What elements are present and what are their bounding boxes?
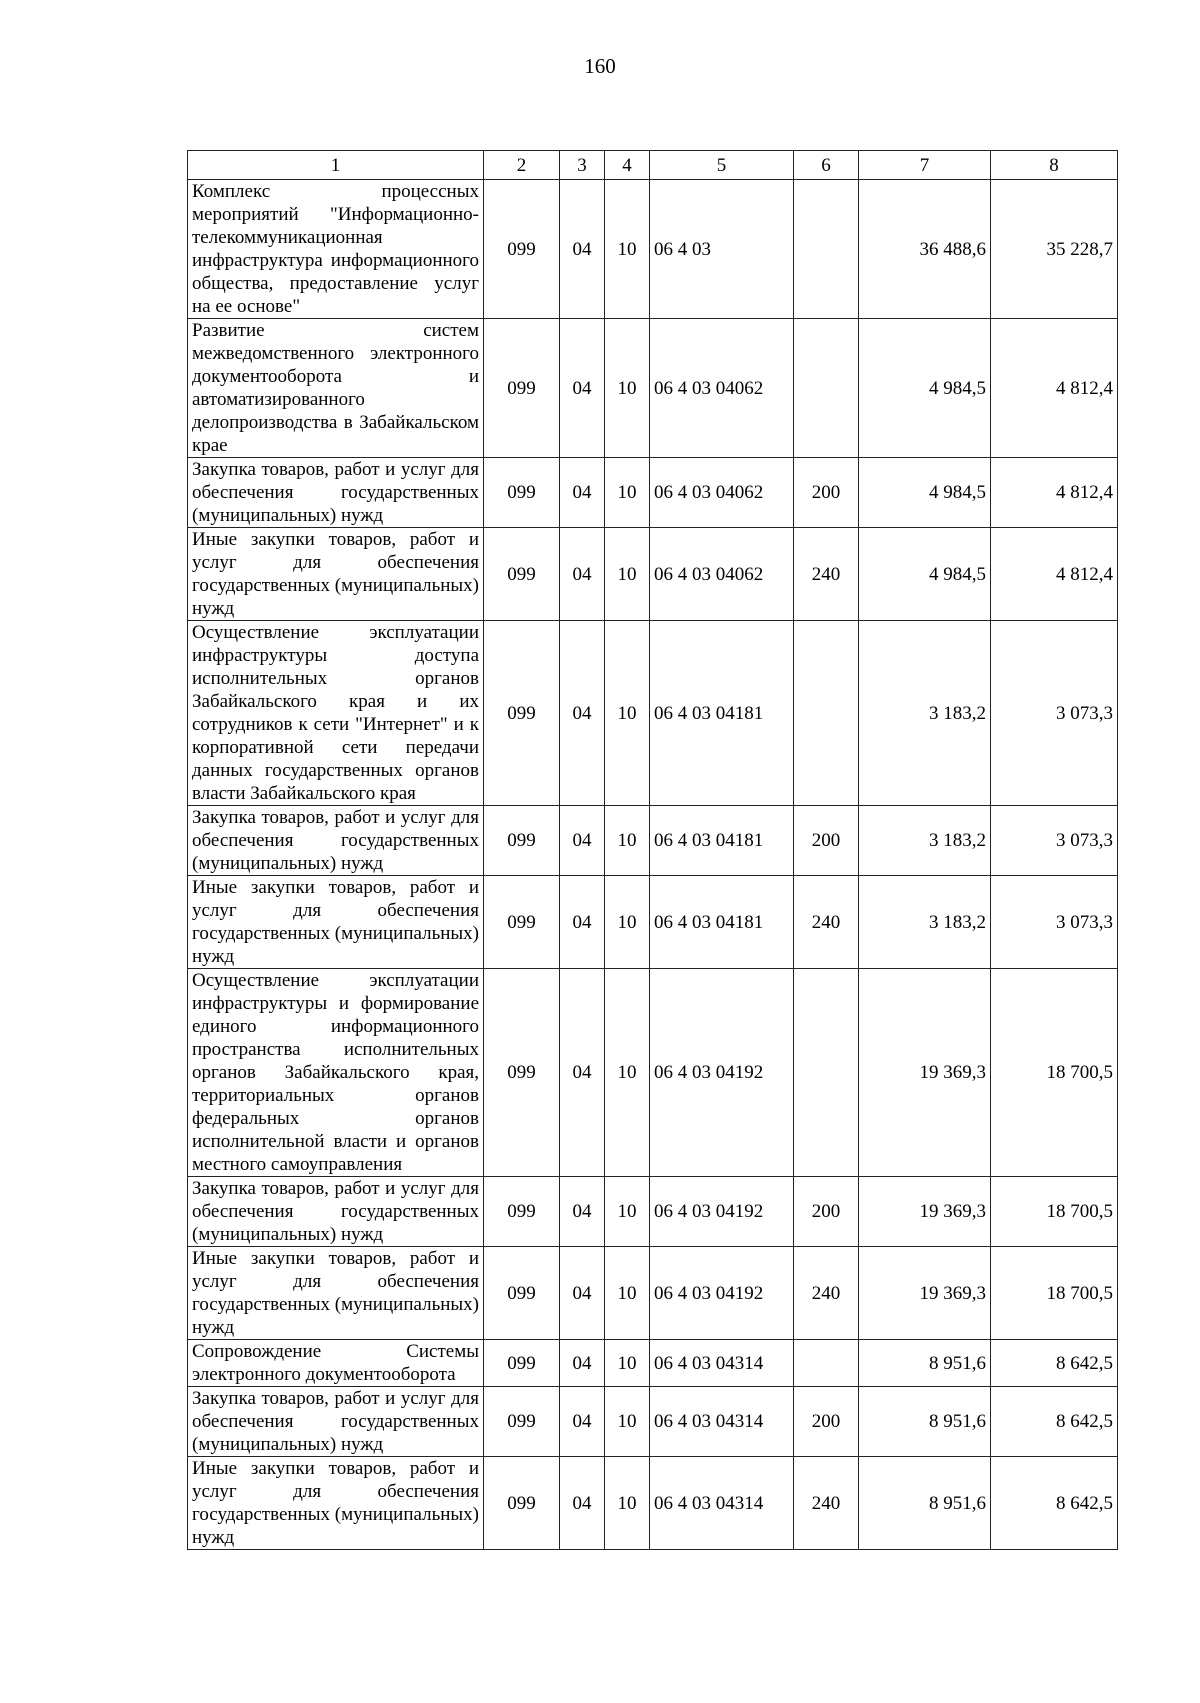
budget-table: [187, 150, 1118, 1550]
table-row: [188, 1247, 1118, 1340]
expense-type-cell: 200: [794, 1387, 859, 1457]
amount-col7-cell: 3 183,2: [859, 806, 991, 876]
grbs-code-cell: 099: [484, 806, 560, 876]
column-header: 1: [188, 151, 484, 180]
expense-type-cell: 240: [794, 1457, 859, 1550]
row-name-cell: Сопровождение Системы электронного документооборота: [188, 1340, 484, 1387]
section-code-cell: 04: [560, 876, 605, 969]
amount-col7-cell: 8 951,6: [859, 1457, 991, 1550]
row-name-cell: Иные закупки товаров, работ и услуг для обеспечения государственных (муниципальных) нужд: [188, 1457, 484, 1550]
subsection-code-cell: 10: [605, 876, 650, 969]
target-article-cell: 06 4 03 04062: [650, 458, 794, 528]
row-name-cell: Закупка товаров, работ и услуг для обеспечения государственных (муниципальных) нужд: [188, 1177, 484, 1247]
row-name-cell: Иные закупки товаров, работ и услуг для обеспечения государственных (муниципальных) нужд: [188, 528, 484, 621]
subsection-code-cell: 10: [605, 1340, 650, 1387]
target-article-cell: 06 4 03 04192: [650, 1177, 794, 1247]
row-name-cell: Осуществление эксплуатации инфраструктуры доступа исполнительных органов Забайкальского края и их сотрудников к сети "Интернет" и к корпоративной сети передачи данных государственных органов власти Забайкальского края: [188, 621, 484, 806]
target-article-cell: 06 4 03 04314: [650, 1457, 794, 1550]
subsection-code-cell: 10: [605, 528, 650, 621]
table-row: [188, 1177, 1118, 1247]
amount-col7-cell: 4 984,5: [859, 528, 991, 621]
amount-col7-cell: 8 951,6: [859, 1387, 991, 1457]
amount-col8-cell: 3 073,3: [991, 621, 1118, 806]
amount-col8-cell: 18 700,5: [991, 1247, 1118, 1340]
amount-col8-cell: 8 642,5: [991, 1457, 1118, 1550]
subsection-code-cell: 10: [605, 1247, 650, 1340]
amount-col7-cell: 3 183,2: [859, 621, 991, 806]
expense-type-cell: [794, 1340, 859, 1387]
target-article-cell: 06 4 03 04062: [650, 319, 794, 458]
subsection-code-cell: 10: [605, 180, 650, 319]
amount-col8-cell: 3 073,3: [991, 876, 1118, 969]
column-header: 7: [859, 151, 991, 180]
grbs-code-cell: 099: [484, 1247, 560, 1340]
target-article-cell: 06 4 03 04314: [650, 1340, 794, 1387]
grbs-code-cell: 099: [484, 1340, 560, 1387]
target-article-cell: 06 4 03 04181: [650, 806, 794, 876]
target-article-cell: 06 4 03 04181: [650, 621, 794, 806]
table-row: [188, 458, 1118, 528]
amount-col7-cell: 19 369,3: [859, 969, 991, 1177]
section-code-cell: 04: [560, 528, 605, 621]
table-row: [188, 1387, 1118, 1457]
grbs-code-cell: 099: [484, 621, 560, 806]
table-row: [188, 621, 1118, 806]
table-row: [188, 1457, 1118, 1550]
target-article-cell: 06 4 03 04192: [650, 1247, 794, 1340]
row-name-cell: Закупка товаров, работ и услуг для обеспечения государственных (муниципальных) нужд: [188, 1387, 484, 1457]
table-row: [188, 528, 1118, 621]
subsection-code-cell: 10: [605, 319, 650, 458]
amount-col7-cell: 8 951,6: [859, 1340, 991, 1387]
amount-col7-cell: 4 984,5: [859, 319, 991, 458]
section-code-cell: 04: [560, 1340, 605, 1387]
target-article-cell: 06 4 03 04314: [650, 1387, 794, 1457]
amount-col7-cell: 4 984,5: [859, 458, 991, 528]
grbs-code-cell: 099: [484, 319, 560, 458]
table-row: [188, 319, 1118, 458]
column-header: 5: [650, 151, 794, 180]
table-row: [188, 1340, 1118, 1387]
page-number: 160: [584, 54, 616, 78]
amount-col8-cell: 4 812,4: [991, 528, 1118, 621]
target-article-cell: 06 4 03: [650, 180, 794, 319]
grbs-code-cell: 099: [484, 969, 560, 1177]
row-name-cell: Закупка товаров, работ и услуг для обеспечения государственных (муниципальных) нужд: [188, 458, 484, 528]
row-name-cell: Закупка товаров, работ и услуг для обеспечения государственных (муниципальных) нужд: [188, 806, 484, 876]
amount-col8-cell: 4 812,4: [991, 458, 1118, 528]
column-header: 4: [605, 151, 650, 180]
section-code-cell: 04: [560, 1387, 605, 1457]
table-row: [188, 876, 1118, 969]
column-header: 8: [991, 151, 1118, 180]
amount-col7-cell: 19 369,3: [859, 1247, 991, 1340]
subsection-code-cell: 10: [605, 1387, 650, 1457]
amount-col7-cell: 3 183,2: [859, 876, 991, 969]
section-code-cell: 04: [560, 621, 605, 806]
table-row: [188, 806, 1118, 876]
row-name-cell: Иные закупки товаров, работ и услуг для обеспечения государственных (муниципальных) нужд: [188, 876, 484, 969]
amount-col8-cell: 8 642,5: [991, 1340, 1118, 1387]
table-row: [188, 969, 1118, 1177]
expense-type-cell: 200: [794, 806, 859, 876]
table-body: [188, 180, 1118, 1550]
row-name-cell: Развитие систем межведомственного электронного документооборота и автоматизированного делопроизводства в Забайкальском крае: [188, 319, 484, 458]
section-code-cell: 04: [560, 319, 605, 458]
column-header: 6: [794, 151, 859, 180]
expense-type-cell: 240: [794, 528, 859, 621]
grbs-code-cell: 099: [484, 1177, 560, 1247]
amount-col8-cell: 4 812,4: [991, 319, 1118, 458]
amount-col8-cell: 18 700,5: [991, 969, 1118, 1177]
grbs-code-cell: 099: [484, 876, 560, 969]
grbs-code-cell: 099: [484, 180, 560, 319]
section-code-cell: 04: [560, 1177, 605, 1247]
expense-type-cell: 240: [794, 1247, 859, 1340]
expense-type-cell: [794, 969, 859, 1177]
grbs-code-cell: 099: [484, 458, 560, 528]
table-row: [188, 180, 1118, 319]
target-article-cell: 06 4 03 04062: [650, 528, 794, 621]
header-row: [188, 151, 1118, 180]
expense-type-cell: 200: [794, 458, 859, 528]
section-code-cell: 04: [560, 806, 605, 876]
row-name-cell: Комплекс процессных мероприятий "Информационно-телекоммуникационная инфраструктура информационного общества, предоставление услуг на ее основе": [188, 180, 484, 319]
amount-col7-cell: 19 369,3: [859, 1177, 991, 1247]
row-name-cell: Иные закупки товаров, работ и услуг для обеспечения государственных (муниципальных) нужд: [188, 1247, 484, 1340]
amount-col8-cell: 8 642,5: [991, 1387, 1118, 1457]
subsection-code-cell: 10: [605, 969, 650, 1177]
target-article-cell: 06 4 03 04181: [650, 876, 794, 969]
subsection-code-cell: 10: [605, 806, 650, 876]
amount-col8-cell: 18 700,5: [991, 1177, 1118, 1247]
expense-type-cell: [794, 319, 859, 458]
grbs-code-cell: 099: [484, 1457, 560, 1550]
subsection-code-cell: 10: [605, 621, 650, 806]
section-code-cell: 04: [560, 1247, 605, 1340]
section-code-cell: 04: [560, 969, 605, 1177]
subsection-code-cell: 10: [605, 1177, 650, 1247]
amount-col7-cell: 36 488,6: [859, 180, 991, 319]
subsection-code-cell: 10: [605, 458, 650, 528]
expense-type-cell: 200: [794, 1177, 859, 1247]
grbs-code-cell: 099: [484, 1387, 560, 1457]
column-header: 3: [560, 151, 605, 180]
column-header: 2: [484, 151, 560, 180]
target-article-cell: 06 4 03 04192: [650, 969, 794, 1177]
subsection-code-cell: 10: [605, 1457, 650, 1550]
expense-type-cell: 240: [794, 876, 859, 969]
grbs-code-cell: 099: [484, 528, 560, 621]
amount-col8-cell: 3 073,3: [991, 806, 1118, 876]
section-code-cell: 04: [560, 458, 605, 528]
row-name-cell: Осуществление эксплуатации инфраструктуры и формирование единого информационного пространства исполнительных органов Забайкальского края, территориальных органов федеральных органов исполнительной власти и органов местного самоуправления: [188, 969, 484, 1177]
section-code-cell: 04: [560, 180, 605, 319]
section-code-cell: 04: [560, 1457, 605, 1550]
expense-type-cell: [794, 180, 859, 319]
amount-col8-cell: 35 228,7: [991, 180, 1118, 319]
expense-type-cell: [794, 621, 859, 806]
